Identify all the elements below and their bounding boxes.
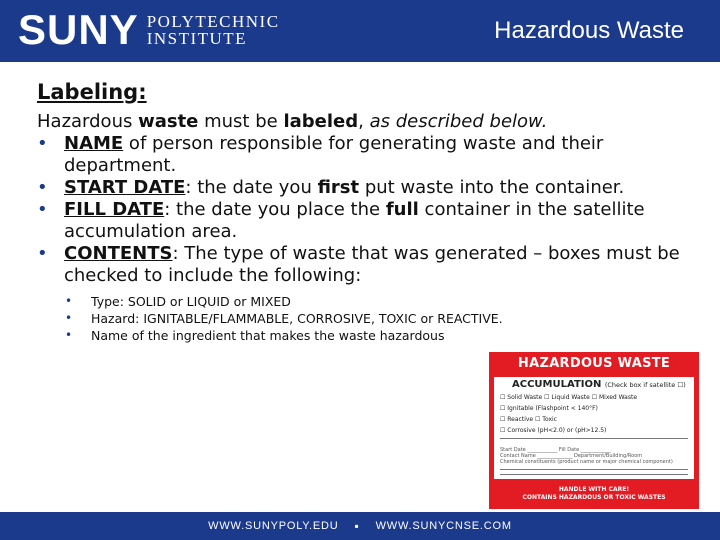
requirement-list — [37, 133, 697, 287]
label-title: HAZARDOUS WASTE — [517, 356, 671, 371]
bullet-emphasis: first — [317, 177, 360, 198]
footer-separator: ▪ — [354, 519, 360, 533]
intro-part-4: labeled — [283, 111, 359, 132]
bullet-fill-date — [37, 199, 697, 243]
logo-line-2: INSTITUTE — [146, 29, 248, 48]
bullet-text: container in the satellite accumulation area. — [64, 199, 645, 242]
bullet-start-date — [37, 177, 697, 199]
bullet-term: FILL DATE — [64, 199, 165, 220]
contents-sublist — [65, 293, 697, 344]
label-card — [494, 356, 694, 479]
sub-bullet-ingredient: • Name of the ingredient that makes the waste hazardous — [65, 327, 697, 344]
bullet-contents — [37, 243, 697, 287]
bullet-text: : The type of waste that was generated – boxes must be checked to include the following: — [64, 243, 680, 286]
footer-link-sunycnse[interactable]: WWW.SUNYCNSE.COM — [375, 520, 512, 532]
bullet-text: of person responsible for generating waste and their department. — [64, 133, 604, 176]
logo-suny-text: SUNY — [18, 6, 139, 53]
intro-part-6: as described below. — [369, 111, 548, 132]
label-footer-line-1: HANDLE WITH CARE! — [558, 486, 630, 493]
intro-text — [37, 111, 697, 133]
bullet-term: CONTENTS — [64, 243, 173, 264]
label-row-waste-type: ☐ Solid Waste ☐ Liquid Waste ☐ Mixed Waste — [500, 394, 638, 401]
label-footer — [489, 486, 699, 502]
label-check-note: (Check box if satellite ☐) — [604, 381, 686, 389]
intro-part-3: must be — [198, 111, 284, 132]
section-heading: Labeling: — [37, 80, 147, 104]
label-fields-line-1: Start Date ____________ Fill Date ____________ — [500, 447, 611, 453]
bullet-text: put waste into the container. — [359, 177, 625, 198]
slide-title: Hazardous Waste — [494, 17, 684, 44]
label-row-corrosive: ☐ Corrosive (pH<2.0) or (pH>12.5) — [500, 427, 607, 434]
bullet-emphasis: full — [385, 199, 419, 220]
intro-part-5: , — [358, 111, 370, 132]
logo-subtitle — [147, 13, 280, 47]
label-fields-line-3: Chemical constituents (product name or major chemical component) — [500, 459, 673, 465]
logo-line-1: POLYTECHNIC — [146, 12, 280, 31]
hazardous-waste-label-image — [489, 352, 699, 509]
footer-bar — [0, 512, 720, 540]
label-accumulation — [512, 379, 686, 390]
label-row-reactive: ☐ Reactive ☐ Toxic — [500, 416, 557, 423]
label-rule — [500, 438, 688, 439]
intro-part-1: Hazardous — [37, 111, 139, 132]
bullet-term: NAME — [64, 133, 124, 154]
bullet-term: START DATE — [64, 177, 186, 198]
label-row-ignitable: ☐ Ignitable (Flashpoint < 140°F) — [500, 405, 598, 412]
label-rule — [500, 474, 688, 475]
bullet-text: : the date you place the — [164, 199, 386, 220]
label-footer-line-2: CONTAINS HAZARDOUS OR TOXIC WASTES — [522, 494, 666, 501]
slide-content — [37, 78, 697, 344]
sub-bullet-hazard: • Hazard: IGNITABLE/FLAMMABLE, CORROSIVE, TOXIC or REACTIVE. — [65, 310, 697, 327]
label-fields — [500, 447, 688, 465]
sub-bullet-type: • Type: SOLID or LIQUID or MIXED — [65, 293, 697, 310]
label-accumulation-text: ACCUMULATION — [512, 379, 602, 390]
header-bar — [0, 0, 720, 62]
footer-link-sunypoly[interactable]: WWW.SUNYPOLY.EDU — [208, 520, 339, 532]
bullet-text: : the date you — [185, 177, 318, 198]
bullet-name — [37, 133, 697, 177]
label-rule — [500, 469, 688, 470]
intro-part-2: waste — [138, 111, 199, 132]
label-fields-line-2: Contact Name ______________ Department/Building/Room — [500, 453, 643, 459]
suny-poly-logo — [18, 6, 280, 54]
